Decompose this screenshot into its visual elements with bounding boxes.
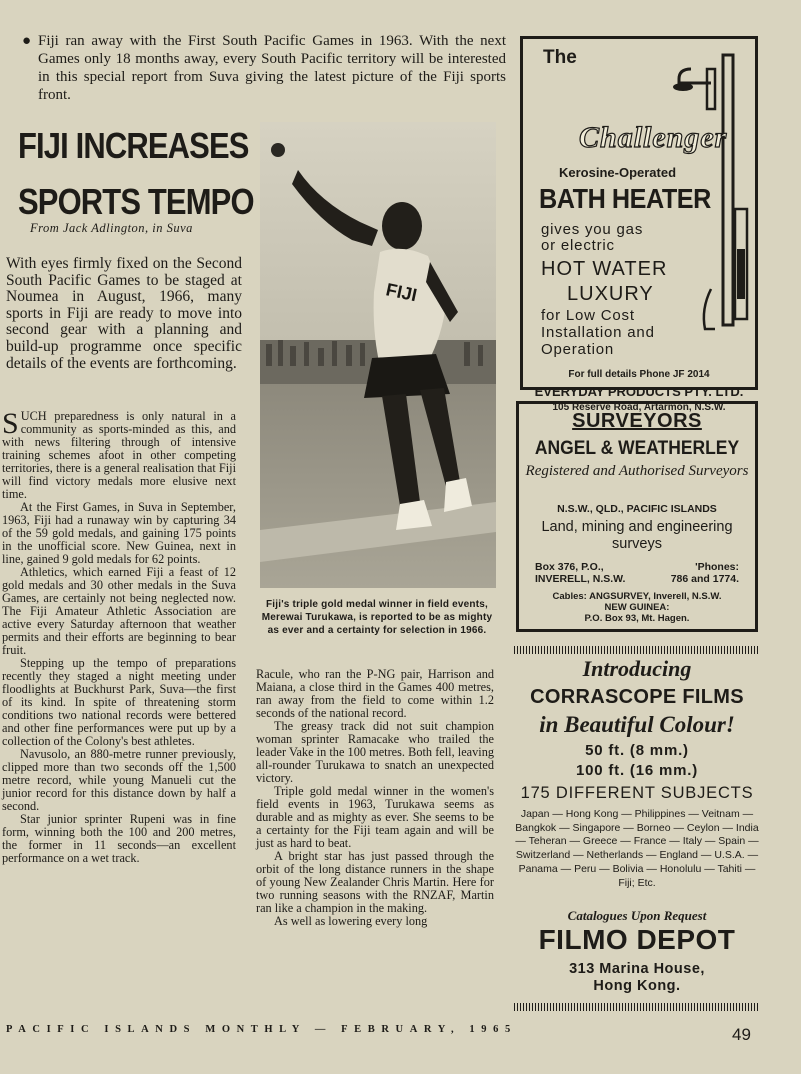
- ad-details: For full details Phone JF 2014: [568, 369, 710, 380]
- filmo-depot: FILMO DEPOT: [538, 924, 736, 955]
- catalogues-text: Catalogues Upon Request: [567, 908, 707, 923]
- places-list: Japan — Hong Kong — Philippines — Veitnam — Bangkok — Singapore — Borneo — Ceylon — India — Teheran — Greece — France — Italy — Spain — Switzerland — Netherlands — England — U.S.A. — Panama — Peru — Bolivia — Honolulu — Tahiti — Fiji; Etc.: [515, 808, 759, 889]
- ad-line: for Low Cost: [541, 307, 635, 324]
- ad-line: HOT WATER: [541, 258, 668, 280]
- athlete-photo: [260, 122, 496, 588]
- ad-line: Operation: [541, 341, 615, 358]
- film-size: 100 ft. (16 mm.): [575, 762, 698, 779]
- film-size: 50 ft. (8 mm.): [585, 742, 689, 759]
- article-intro: [22, 32, 506, 104]
- shot-put-illustration: [260, 122, 496, 588]
- depot-city: Hong Kong.: [593, 978, 681, 994]
- ad-company: EVERYDAY PRODUCTS PTY. LTD.: [534, 384, 744, 399]
- paragraph: As well as lowering every long: [274, 914, 428, 928]
- ad-line: Installation and: [541, 324, 655, 341]
- paragraph: Athletics, which earned Fiji a feast of 12 gold medals and 30 other medals in the Suva Games, are certainly not being neglected now. The Fiji Amateur Athletic Association are active every Saturday afternoon that weather permits and their efforts are beginning to bear fruit.: [2, 565, 236, 657]
- ad-line: LUXURY: [567, 283, 654, 305]
- introducing-text: Introducing: [582, 656, 692, 681]
- registered-text: Registered and Authorised Surveyors: [525, 463, 749, 479]
- depot-address: 313 Marina House,: [569, 961, 705, 977]
- ad-address: 105 Reserve Road, Artarmon, N.S.W.: [552, 402, 726, 413]
- headline: [18, 118, 254, 230]
- bullet-icon: ●: [22, 33, 32, 49]
- intro-text: Fiji ran away with the First South Pacific Games in 1963. With the next Games only 18 months away, every South Pacific territory will be interested in this special report from Suva giving the latest picture of the Fiji sports front.: [38, 33, 506, 103]
- challenger-logo: Challenger: [579, 121, 728, 154]
- corrascope-title: CORRASCOPE FILMS: [530, 686, 744, 708]
- byline: From Jack Adlington, in Suva: [30, 221, 193, 235]
- headline-line-2: SPORTS TEMPO: [18, 181, 254, 222]
- paragraph: The greasy track did not suit champion woman sprinter Ramacake who trailed the leader Vake in the 100 metres. Both fell, leaving all-rounder Turukawa to snatch an unexpected victory.: [256, 719, 494, 785]
- headline-line-1: FIJI INCREASES: [18, 125, 249, 166]
- cables-text: Cables: ANGSURVEY, Inverell, N.S.W.: [552, 591, 722, 602]
- divider-rule: [514, 1003, 758, 1011]
- paragraph: Triple gold medal winner in the women's field events in 1963, Turukawa seems as durable and as mighty as ever. She seems to be a certainty for the Fiji team again and will be just as hard to beat.: [256, 784, 494, 850]
- paragraph: SUCH preparedness is only natural in a community as sports-minded as this, and with news filtering through of intensive training schemes afoot in other competing territories, there is a general realisation that Fiji will find victory medals more elusive next time.: [2, 407, 236, 501]
- body-column-middle: [256, 668, 494, 928]
- paragraph: Stepping up the tempo of preparations recently they staged a night meeting under floodlights at Buckhurst Park, Suva—the first of its kind. In spite of threatening storm conditions two national records were bettered and other fine performances were put up by a collection of the Colony's best athletes.: [2, 656, 236, 748]
- page-footer: PACIFIC ISLANDS MONTHLY — FEBRUARY, 1965: [6, 1024, 517, 1035]
- paragraph: At the First Games, in Suva in September, 1963, Fiji had a runaway win by capturing 34 of the 59 gold medals, and gaining 175 points in the unofficial score. New Guinea, next in line, gained 9 gold medals for 62 points.: [2, 500, 236, 566]
- ad-line: or electric: [541, 237, 615, 254]
- paragraph: Star junior sprinter Rupeni was in fine form, winning both the 100 and 200 metres, the former in 11 seconds—an excellent performance on a wet track.: [2, 812, 236, 865]
- address-row: INVERELL, N.S.W. 786 and 1774.: [535, 573, 739, 585]
- ad-the: The: [543, 47, 577, 68]
- paragraph: Racule, who ran the P-NG pair, Harrison and Maiana, a close third in the Games 400 metres, ran away from the field to come within 1.2 seconds of the national record.: [256, 667, 494, 720]
- po-box-text: P.O. Box 93, Mt. Hagen.: [584, 613, 690, 624]
- photo-caption: Fiji's triple gold medal winner in field events, Merewai Turukawa, is reported to be as mighty as ever and a certainty for selection in 1966.: [261, 599, 493, 636]
- subjects-count: 175 DIFFERENT SUBJECTS: [520, 784, 754, 802]
- paragraph: A bright star has just passed through the orbit of the long distance runners in the shape of young New Zealander Chris Martin. Here for two running seasons with the RNZAF, Martin ran like a champion in the making.: [256, 849, 494, 915]
- surveyors-ad: [516, 401, 758, 632]
- address-row: Box 376, P.O., 'Phones:: [535, 561, 739, 573]
- surveyors-title: SURVEYORS: [572, 410, 702, 432]
- firm-name: ANGEL & WEATHERLEY: [534, 438, 740, 459]
- drop-cap: S: [2, 407, 19, 440]
- page-number: 49: [732, 1025, 751, 1044]
- services-text: Land, mining and engineering surveys: [541, 519, 733, 552]
- regions-text: N.S.W., QLD., PACIFIC ISLANDS: [557, 503, 717, 515]
- ad-bath-heater: BATH HEATER: [539, 183, 711, 214]
- ad-kerosine: Kerosine-Operated: [559, 165, 677, 180]
- colour-text: in Beautiful Colour!: [539, 712, 735, 737]
- jersey-text: FIJI: [384, 279, 419, 306]
- lead-paragraph: With eyes firmly fixed on the Second South Pacific Games to be staged at Noumea in August, 1966, many sports in Fiji are ready to move into second gear with a planning and build-up programme once specific details of the events are forthcoming.: [6, 255, 242, 372]
- body-column-left: [2, 407, 236, 865]
- ad-line: gives you gas: [541, 221, 644, 238]
- divider-rule: [514, 646, 758, 654]
- new-guinea-label: NEW GUINEA:: [604, 602, 670, 613]
- challenger-ad: [520, 36, 758, 413]
- paragraph: Navusolo, an 880-metre runner previously, clipped more than two seconds off the 1,500 metre record, while young Manueli cut the junior record for this distance down by half a second.: [2, 747, 236, 813]
